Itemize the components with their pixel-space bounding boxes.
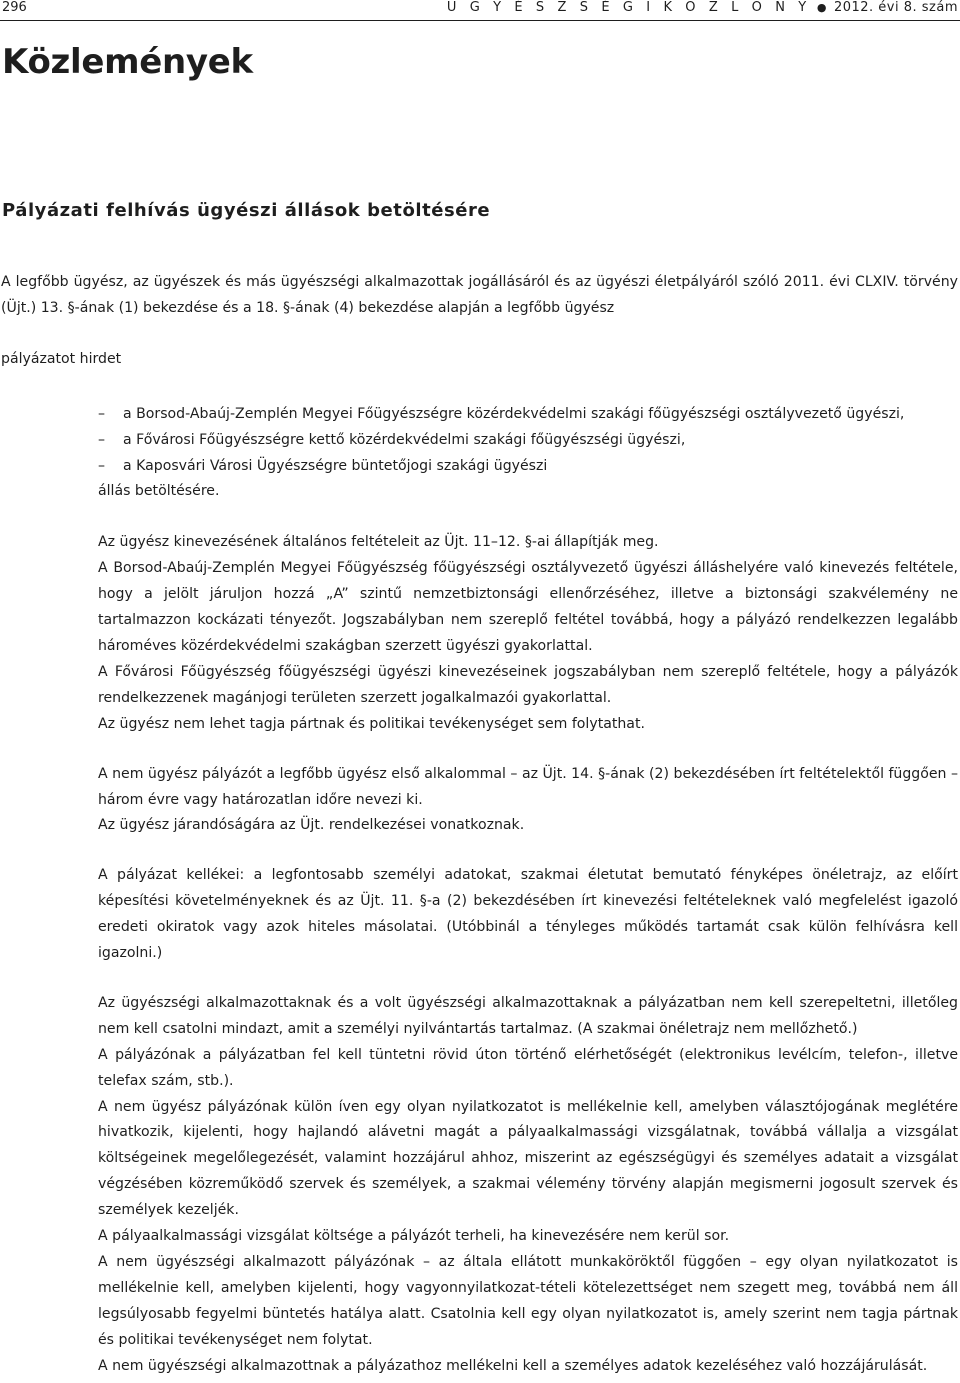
journal-title: Ü G Y É S Z S É G I K Ö Z L Ö N Y	[446, 0, 811, 15]
requirements-paragraph: A pályázat kellékei: a legfontosabb személyi adatokat, szakmai életutat bemutató fényképes önéletrajz, az előírt képesítési követelményeknek és az Üjt. 11. §-a (2) bekezdésében írt kinevezési feltételeknek való megfelelést igazoló eredeti okiratok vagy azok hiteles másolatai. (Utóbbinál a tényleges működés tartamát csak külön felhívásra kell igazolni.)	[98, 867, 958, 962]
detail-paragraph: A pályaalkalmassági vizsgálat költsége a pályázót terheli, ha kinevezésére nem kerül sor.	[98, 1228, 730, 1245]
dash-marker: –	[98, 405, 106, 422]
issue-label: 2012. évi 8. szám	[833, 0, 958, 15]
intro-paragraph: A legfőbb ügyész, az ügyészek és más ügyészségi alkalmazottak jogállásáról és az ügyészi életpályáról szóló 2011. évi CLXIV. törvény (Üjt.) 13. §-ának (1) bekezdése és a 18. §-ának (4) bekezdése alapján a legfőbb ügyész	[1, 274, 958, 316]
announcement-line: pályázatot hirdet	[1, 350, 122, 367]
section-title: Közlemények	[2, 42, 253, 82]
conditions-party: Az ügyész nem lehet tagja pártnak és politikai tevékenységet sem folytathat.	[98, 715, 645, 732]
positions-tail: állás betöltésére.	[98, 483, 220, 500]
appointment-term: A nem ügyész pályázót a legfőbb ügyész első alkalommal – az Üjt. 14. §-ának (2) bekezdésében írt feltételektől függően – három évre vagy határozatlan időre nevezi ki.	[98, 765, 959, 808]
detail-paragraph: Az ügyészségi alkalmazottaknak és a volt ügyészségi alkalmazottaknak a pályázatban nem kell szerepeltetni, illetőleg nem kell csatolni mindazt, amit a személyi nyilvántartás tartalmaz. (A szakmai önéletrajz nem mellőzhető.)	[98, 994, 958, 1037]
detail-paragraph: A pályázónak a pályázatban fel kell tüntetni rövid úton történő elérhetőségét (elektronikus levélcím, telefon-, illetve telefax szám, stb.).	[98, 1046, 958, 1089]
position-item: – a Fővárosi Főügyészségre kettő közérdekvédelmi szakági főügyészségi ügyészi,	[98, 428, 958, 454]
journal-line	[447, 1, 958, 14]
detail-paragraph: A nem ügyész pályázónak külön íven egy olyan nyilatkozatot is mellékelnie kell, amelyben választójogának meglétére hivatkozik, kijelenti, hogy hajlandó alávetni magát a pályaalkalmassági vizsgálatnak, továbbá vállalja a vizsgálat költségeinek megelőlegezését, valamint hozzájárul ahhoz, miszerint az egészségügyi és személyes adatait a vizsgálat végzésében közreműködő szervek és személyek, a szakmai vélemény törvény alapján megismerni jogosult szervek és személyek kezeljék.	[98, 1098, 958, 1219]
running-head	[0, 0, 960, 21]
position-item: – a Borsod-Abaúj-Zemplén Megyei Főügyészségre közérdekvédelmi szakági főügyészségi osztályvezető ügyészi,	[98, 402, 958, 428]
bullet-separator: ●	[816, 1, 827, 14]
notice-title: Pályázati felhívás ügyészi állások betöltésére	[2, 200, 491, 221]
conditions-general: Az ügyész kinevezésének általános feltételeit az Üjt. 11–12. §-ai állapítják meg.	[98, 534, 659, 551]
notice-body	[1, 270, 959, 1380]
conditions-fovarosi: A Fővárosi Főügyészség főügyészségi ügyészi kinevezéseinek jogszabályban nem szereplő feltétele, hogy a pályázók rendelkezzenek magánjogi területen szerzett jogalkalmazói gyakorlattal.	[98, 663, 958, 706]
page-number: 296	[2, 0, 27, 15]
position-item: – a Kaposvári Városi Ügyészségre büntetőjogi szakági ügyészi	[98, 454, 958, 480]
appointment-salary: Az ügyész járandóságára az Üjt. rendelkezései vonatkoznak.	[98, 817, 525, 834]
detail-paragraph: A nem ügyészségi alkalmazottnak a pályázathoz mellékelni kell a személyes adatok kezeléséhez való hozzájárulását.	[98, 1357, 928, 1374]
conditions-borsod: A Borsod-Abaúj-Zemplén Megyei Főügyészség főügyészségi osztályvezető ügyészi álláshelyére való kinevezés feltétele, hogy a jelölt járuljon hozzá „A” szintű nemzetbiztonsági ellenőrzéséhez, illetve a biztonsági szakvélemény ne tartalmazzon kockázati tényezőt. Jogszabályban nem szereplő feltétel továbbá, hogy a pályázó rendelkezzen legalább hároméves közérdekvédelmi szakágban szerzett ügyészi gyakorlattal.	[98, 560, 958, 654]
dash-marker: –	[98, 431, 106, 448]
dash-marker: –	[98, 457, 106, 474]
detail-paragraph: A nem ügyészségi alkalmazott pályázónak – az általa ellátott munkaköröktől függően – egy olyan nyilatkozatot is mellékelnie kell, amelyben kijelenti, hogy vagyonnyilatkozat-tételi kötelezettséget nem szegett meg, továbbá nem áll legsúlyosabb fegyelmi büntetés hatálya alatt. Csatolnia kell egy olyan nyilatkozatot is, amely szerint nem tagja pártnak és politikai tevékenységet nem folytat.	[98, 1254, 958, 1348]
